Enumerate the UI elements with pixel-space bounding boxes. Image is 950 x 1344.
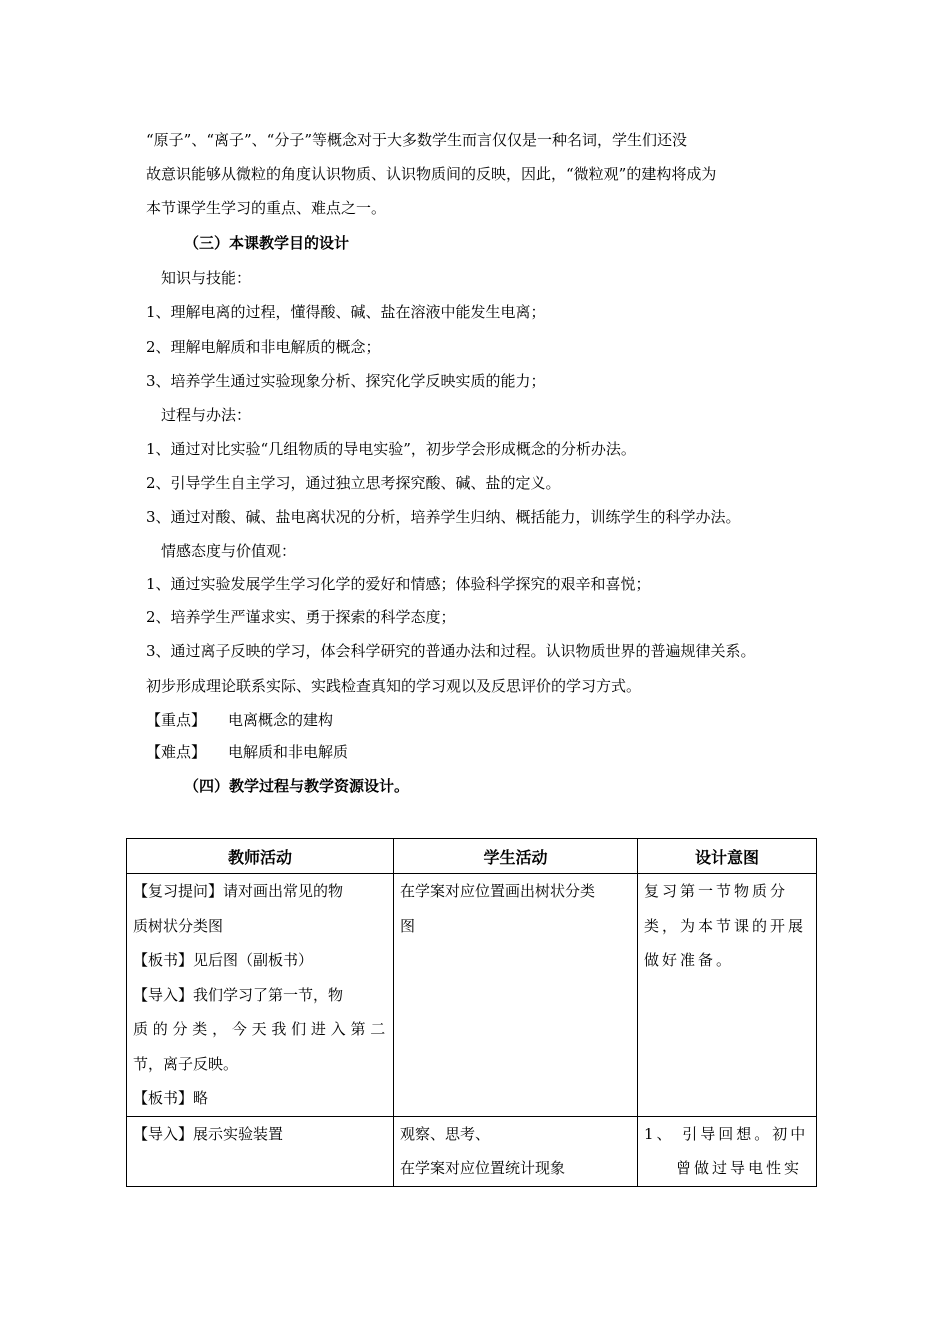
cell-line: 在学案对应位置画出树状分类	[400, 882, 596, 900]
cell-line: 复习第一节物质分	[644, 882, 789, 900]
table-row	[127, 1116, 817, 1186]
table-header-row	[127, 839, 817, 874]
process-item-3: 3、通过对酸、碱、盐电离状况的分析，培养学生归纳、概括能力，训练学生的科学办法。	[146, 508, 741, 526]
student-activity-cell	[394, 874, 638, 1117]
header-teacher-activity: 教师活动	[127, 839, 394, 874]
cell-line: 观察、思考、	[400, 1124, 491, 1143]
cell-line: 【导入】我们学习了第一节，物	[133, 985, 344, 1004]
teaching-process-table	[126, 838, 817, 1187]
header-design-intent: 设计意图	[638, 839, 817, 874]
cell-line: 图	[400, 916, 416, 935]
process-item-2: 2、引导学生自主学习，通过独立思考探究酸、碱、盐的定义。	[146, 474, 561, 492]
intro-line-1: “原子”、“离子”、“分子”等概念对于大多数学生而言仅仅是一种名词，学生们还没	[146, 131, 688, 149]
process-heading: 过程与办法：	[161, 406, 252, 424]
cell-line: 质树状分类图	[133, 916, 224, 935]
emotion-item-3: 3、通过离子反映的学习，体会科学研究的普通办法和过程。认识物质世界的普遍规律关系。	[146, 642, 756, 660]
cell-line: 曾做过导电性实	[676, 1159, 803, 1177]
cell-line: 在学案对应位置统计现象	[400, 1159, 566, 1177]
knowledge-heading: 知识与技能：	[161, 269, 252, 287]
knowledge-item-1: 1、理解电离的过程，懂得酸、碱、盐在溶液中能发生电离；	[146, 303, 546, 321]
key-point-label: 【重点】	[146, 711, 207, 729]
emotion-item-4: 初步形成理论联系实际、实践检查真知的学习观以及反思评价的学习方式。	[146, 677, 642, 695]
key-point-text: 电离概念的建构	[228, 711, 334, 729]
cell-line: 【板书】略	[133, 1089, 209, 1107]
design-intent-cell	[638, 874, 817, 1117]
process-item-1: 1、通过对比实验“几组物质的导电实验”，初步学会形成概念的分析办法。	[146, 440, 636, 458]
difficult-point	[146, 742, 348, 762]
intro-line-2: 故意识能够从微粒的角度认识物质、认识物质间的反映，因此，“微粒观”的建构将成为	[146, 165, 717, 183]
cell-line: 【复习提问】请对画出常见的物	[133, 882, 344, 900]
emotion-heading: 情感态度与价值观：	[161, 542, 297, 560]
emotion-item-1: 1、通过实验发展学生学习化学的爱好和情感；体验科学探究的艰辛和喜悦；	[146, 575, 651, 593]
teacher-activity-cell	[127, 1116, 394, 1186]
cell-line: 【板书】见后图（副板书）	[133, 951, 314, 969]
cell-line: 【导入】展示实验装置	[133, 1124, 284, 1143]
header-student-activity: 学生活动	[394, 839, 638, 874]
emotion-item-2: 2、培养学生严谨求实、勇于探索的科学态度；	[146, 608, 456, 626]
knowledge-item-2: 2、理解电解质和非电解质的概念；	[146, 338, 381, 356]
table-row	[127, 874, 817, 1117]
intro-line-3: 本节课学生学习的重点、难点之一。	[146, 199, 387, 217]
cell-line: 节，离子反映。	[133, 1054, 239, 1073]
section3-heading: （三）本课教学目的设计	[184, 234, 350, 252]
cell-line: 类，为本节课的开展	[644, 916, 807, 935]
difficult-point-text: 电解质和非电解质	[228, 743, 349, 761]
section4-heading: （四）教学过程与教学资源设计。	[184, 777, 410, 795]
cell-line: 1、 引导回想。初中	[644, 1124, 809, 1143]
cell-line: 质 的 分 类 ， 今 天 我 们 进 入 第 二	[133, 1020, 386, 1038]
cell-line: 做好准备。	[644, 951, 735, 969]
student-activity-cell	[394, 1116, 638, 1186]
teacher-activity-cell	[127, 874, 394, 1117]
key-point	[146, 710, 333, 730]
difficult-point-label: 【难点】	[146, 743, 207, 761]
design-intent-cell	[638, 1116, 817, 1186]
knowledge-item-3: 3、培养学生通过实验现象分析、探究化学反映实质的能力；	[146, 372, 546, 390]
